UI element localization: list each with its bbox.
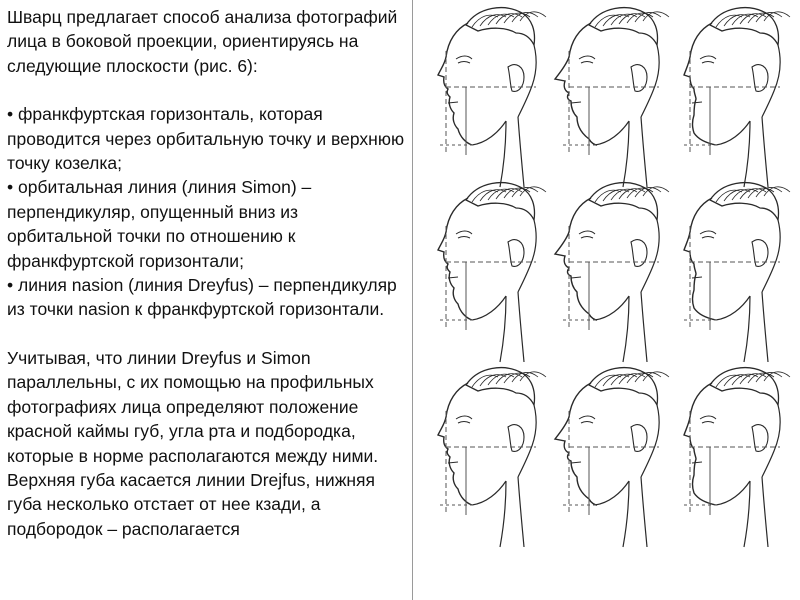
face-profile-drawing — [438, 8, 546, 187]
vertical-divider — [412, 0, 413, 600]
bullet-frankfurt-horizontal: • франкфуртская горизонталь, которая проводится через орбитальную точку и верхнюю точку козелка; — [7, 104, 405, 174]
face-profile-drawing — [684, 8, 790, 187]
bullet-nasion-line: • линия nasion (линия Dreyfus) – перпендикуляр из точки nasion к франкфуртской горизонтали. — [7, 275, 397, 320]
paragraph-gap — [7, 322, 407, 346]
bullet-orbital-line: • орбитальная линия (линия Simon) – перпендикуляр, опущенный вниз из орбитальной точки по отношению к франкфуртской горизонтали; — [7, 177, 312, 271]
face-profile-drawing — [438, 183, 546, 362]
face-profile-drawing — [684, 368, 790, 547]
face-profile-drawing — [438, 368, 546, 547]
profile-figure — [414, 0, 800, 600]
intro-paragraph: Шварц предлагает способ анализа фотографий лица в боковой проекции, ориентируясь на следующие плоскости (рис. 6): — [7, 7, 398, 76]
face-profile-drawing — [555, 368, 669, 547]
paragraph-gap — [7, 78, 407, 102]
face-profile-drawing — [684, 183, 790, 362]
face-profile-drawing — [555, 183, 669, 362]
profile-grid — [414, 0, 800, 600]
face-profile-drawing — [555, 8, 669, 187]
text-block — [7, 5, 407, 541]
conclusion-paragraph: Учитывая, что линии Dreyfus и Simon параллельны, с их помощью на профильных фотографиях лица определяют положение красной каймы губ, угла рта и подбородка, которые в норме располагаются между ними. Верхняя губа касается линии Drejfus, нижняя губа несколько отстает от нее кзади, а подбородок – располагается — [7, 347, 379, 539]
